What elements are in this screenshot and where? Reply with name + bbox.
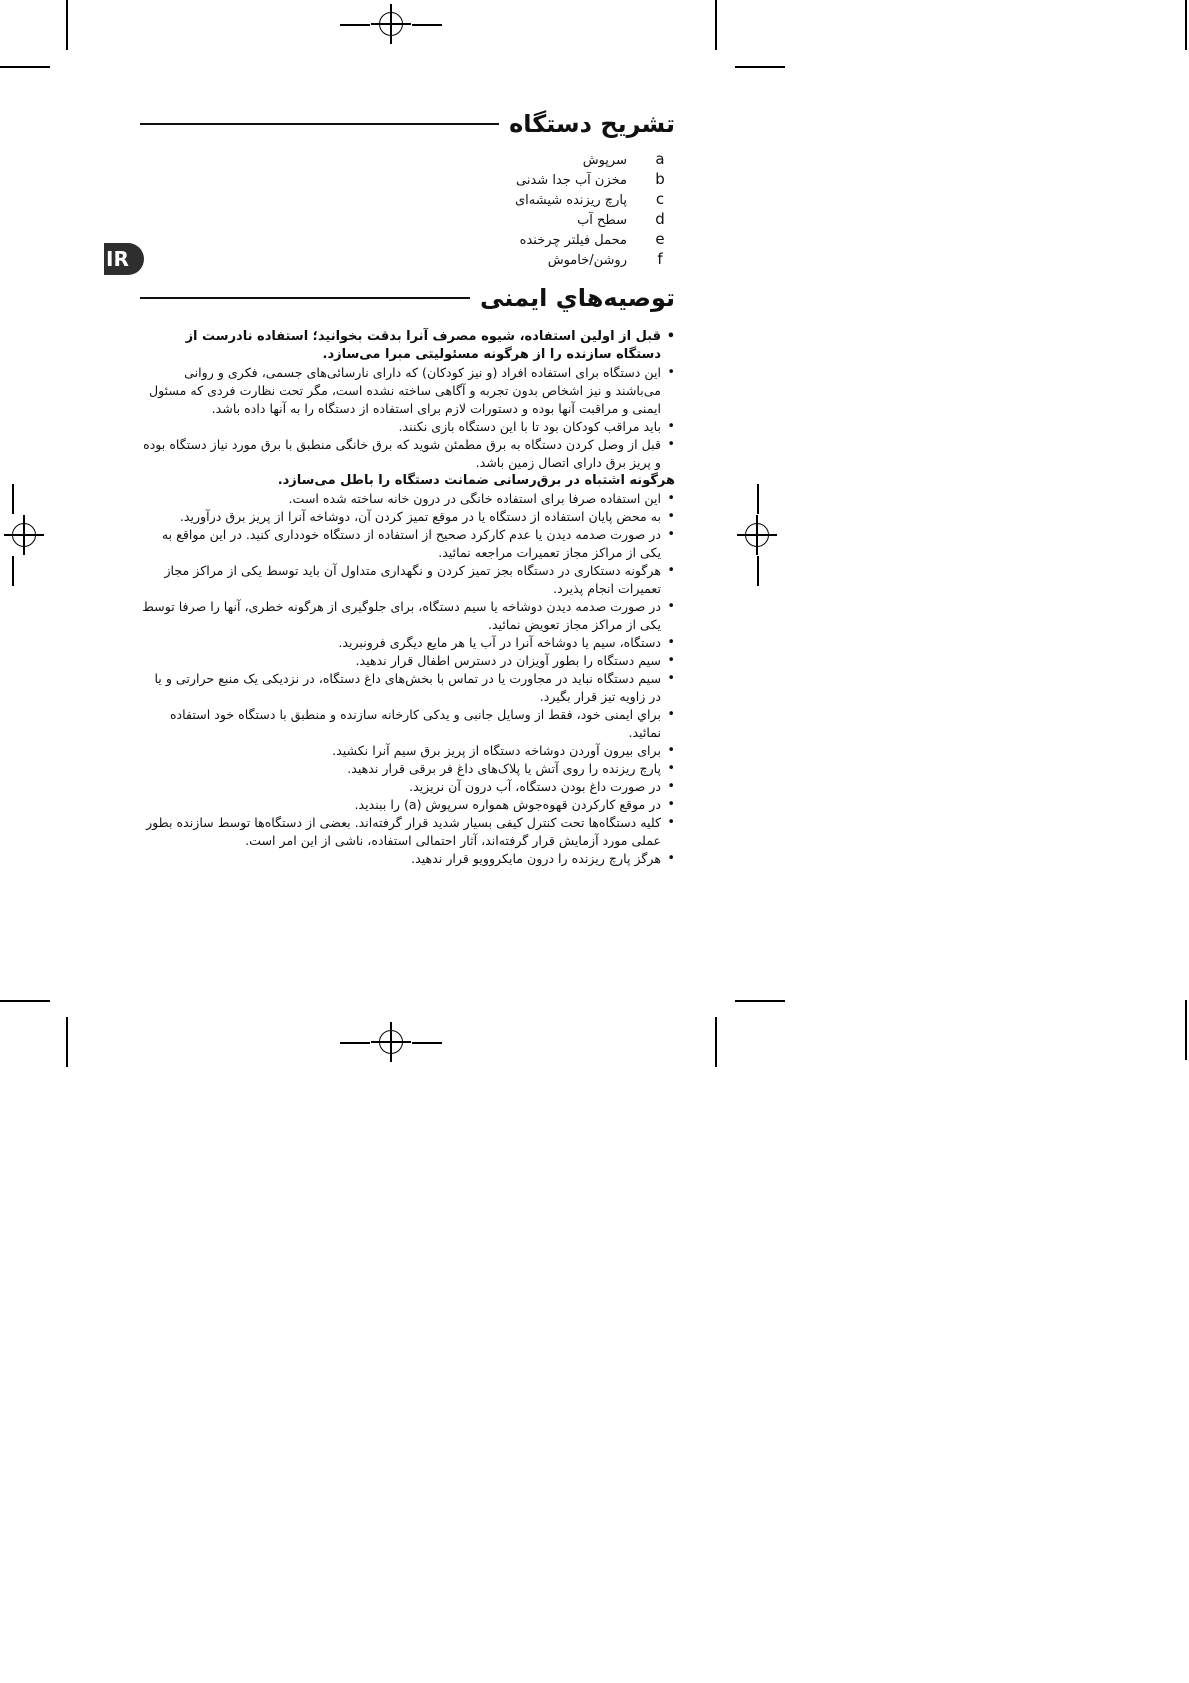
part-label: سرپوش	[582, 153, 627, 168]
part-letter: e	[655, 230, 665, 248]
crop-mark	[735, 1000, 785, 1002]
registration-mark	[4, 515, 44, 555]
list-item	[140, 170, 675, 190]
list-item: • براي ایمنی خود، فقط از وسایل جانبی و یدکی کارخانه سازنده و منطبق با دستگاه خود استفاده نمائید.	[140, 706, 675, 742]
list-item	[140, 210, 675, 230]
registration-mark	[371, 1022, 411, 1062]
registration-mark	[371, 4, 411, 44]
part-label: مخزن آب جدا شدنی	[516, 173, 627, 188]
section-title: تشریح دستگاه	[509, 110, 675, 138]
crop-mark	[0, 66, 50, 68]
safety-rules-list	[140, 328, 675, 868]
list-item: • قبل از اولین استفاده، شیوه مصرف آنرا بدقت بخوانید؛ استفاده نادرست از دستگاه سازنده را از هرگونه مسئولیتی مبرا می‌سازد.	[140, 328, 675, 364]
crop-mark	[1185, 1000, 1187, 1060]
list-item: • در صورت صدمه دیدن دوشاخه یا سیم دستگاه، برای جلوگیری از هرگونه خطری، آنها را صرفا توسط یکی از مراکز مجاز تعویض نمائید.	[140, 598, 675, 634]
part-label: روشن/خاموش	[547, 253, 627, 268]
part-letter: d	[655, 210, 665, 228]
list-item: • هرگونه دستکاری در دستگاه بجز تمیز کردن و نگهداری متداول آن باید توسط یکی از مراکز مجاز تعمیرات انجام پذیرد.	[140, 562, 675, 598]
title-rule	[140, 297, 470, 299]
part-letter: a	[655, 150, 665, 168]
list-item: • کلیه دستگاه‌ها تحت کنترل کیفی بسیار شدید قرار گرفته‌اند. بعضی از دستگاه‌ها توسط سازنده بطور عملی مورد آزمایش قرار گرفته‌اند، آثار احتمالی استفاده، ناشی از این امر است.	[140, 814, 675, 850]
crop-mark	[715, 0, 717, 50]
crop-mark	[412, 24, 442, 26]
part-letter: b	[655, 170, 665, 188]
warning-line: هرگونه اشتباه در برق‌رسانی ضمانت دستگاه را باطل می‌سازد.	[277, 473, 675, 488]
list-item: • در موقع کارکردن قهوه‌جوش همواره سرپوش (a) را ببندید.	[140, 796, 675, 814]
part-label: محمل فیلتر چرخنده	[519, 233, 627, 248]
crop-mark	[757, 556, 759, 586]
list-item: • این استفاده صرفا برای استفاده خانگی در درون خانه ساخته شده است.	[140, 490, 675, 508]
list-item: • سیم دستگاه نباید در مجاورت یا در تماس با بخش‌های داغ دستگاه، در نزدیکی یک منبع حرارتی و یا در زاویه تیز قرار بگیرد.	[140, 670, 675, 706]
crop-mark	[0, 1000, 50, 1002]
list-item: • برای بیرون آوردن دوشاخه دستگاه از پریز برق سیم آنرا نکشید.	[140, 742, 675, 760]
crop-mark	[412, 1042, 442, 1044]
crop-mark	[715, 1017, 717, 1067]
list-item: • به محض پایان استفاده از دستگاه یا در موقع تمیز کردن آن، دوشاخه آنرا از پریز برق درآورید.	[140, 508, 675, 526]
part-letter: f	[657, 250, 663, 268]
manual-page	[140, 110, 675, 868]
part-label: پارچ ریزنده شیشه‌ای	[514, 193, 627, 208]
part-letter: c	[655, 190, 665, 208]
section-header-safety	[140, 284, 675, 312]
list-item: • دستگاه، سیم یا دوشاخه آنرا در آب یا هر مایع دیگری فرونبرید.	[140, 634, 675, 652]
section-header-description	[140, 110, 675, 138]
registration-mark	[737, 515, 777, 555]
crop-mark	[12, 556, 14, 586]
crop-mark	[1185, 0, 1187, 50]
crop-mark	[735, 66, 785, 68]
crop-mark	[340, 24, 370, 26]
list-item: • سیم دستگاه را بطور آویزان در دسترس اطفال قرار ندهید.	[140, 652, 675, 670]
part-label: سطح آب	[577, 213, 627, 228]
list-item	[140, 230, 675, 250]
crop-mark	[12, 484, 14, 514]
list-item: • این دستگاه برای استفاده افراد (و نیز کودکان) که دارای نارسائی‌های جسمی، فکری و روانی می‌باشند و نیز اشخاص بدون تجربه و آگاهی ساخته نشده است، مگر تحت نظارت فردی که مسئول ایمنی و مراقبت آنها بوده و دستورات لازم برای استفاده از دستگاه را به آنها داده باشد.	[140, 364, 675, 418]
list-item: • پارچ ریزنده را روی آتش یا پلاک‌های داغ فر برقی قرار ندهید.	[140, 760, 675, 778]
list-item	[140, 190, 675, 210]
parts-list	[140, 150, 675, 270]
crop-mark	[66, 0, 68, 50]
title-rule	[140, 123, 499, 125]
crop-mark	[757, 484, 759, 514]
list-item: • باید مراقب کودکان بود تا با این دستگاه بازی نکنند.	[140, 418, 675, 436]
list-item	[140, 250, 675, 270]
list-item	[140, 150, 675, 170]
section-title: توصیه‌هاي ایمنی	[479, 284, 675, 312]
list-item: • در صورت داغ بودن دستگاه، آب درون آن نریزید.	[140, 778, 675, 796]
list-item: • قبل از وصل کردن دستگاه به برق مطمئن شوید که برق خانگی منطبق با برق مورد نیاز دستگاه بوده و پریز برق دارای اتصال زمین باشد.	[140, 436, 675, 472]
list-item: • در صورت صدمه دیدن یا عدم کارکرد صحیح از استفاده از دستگاه خودداری کنید. در این مواقع به یکی از مراکز مجاز تعمیرات مراجعه نمائید.	[140, 526, 675, 562]
language-tab: IR	[104, 243, 144, 275]
crop-mark	[340, 1042, 370, 1044]
list-item: • هرگز پارچ ریزنده را درون مایکروویو قرار ندهید.	[140, 850, 675, 868]
crop-mark	[66, 1017, 68, 1067]
